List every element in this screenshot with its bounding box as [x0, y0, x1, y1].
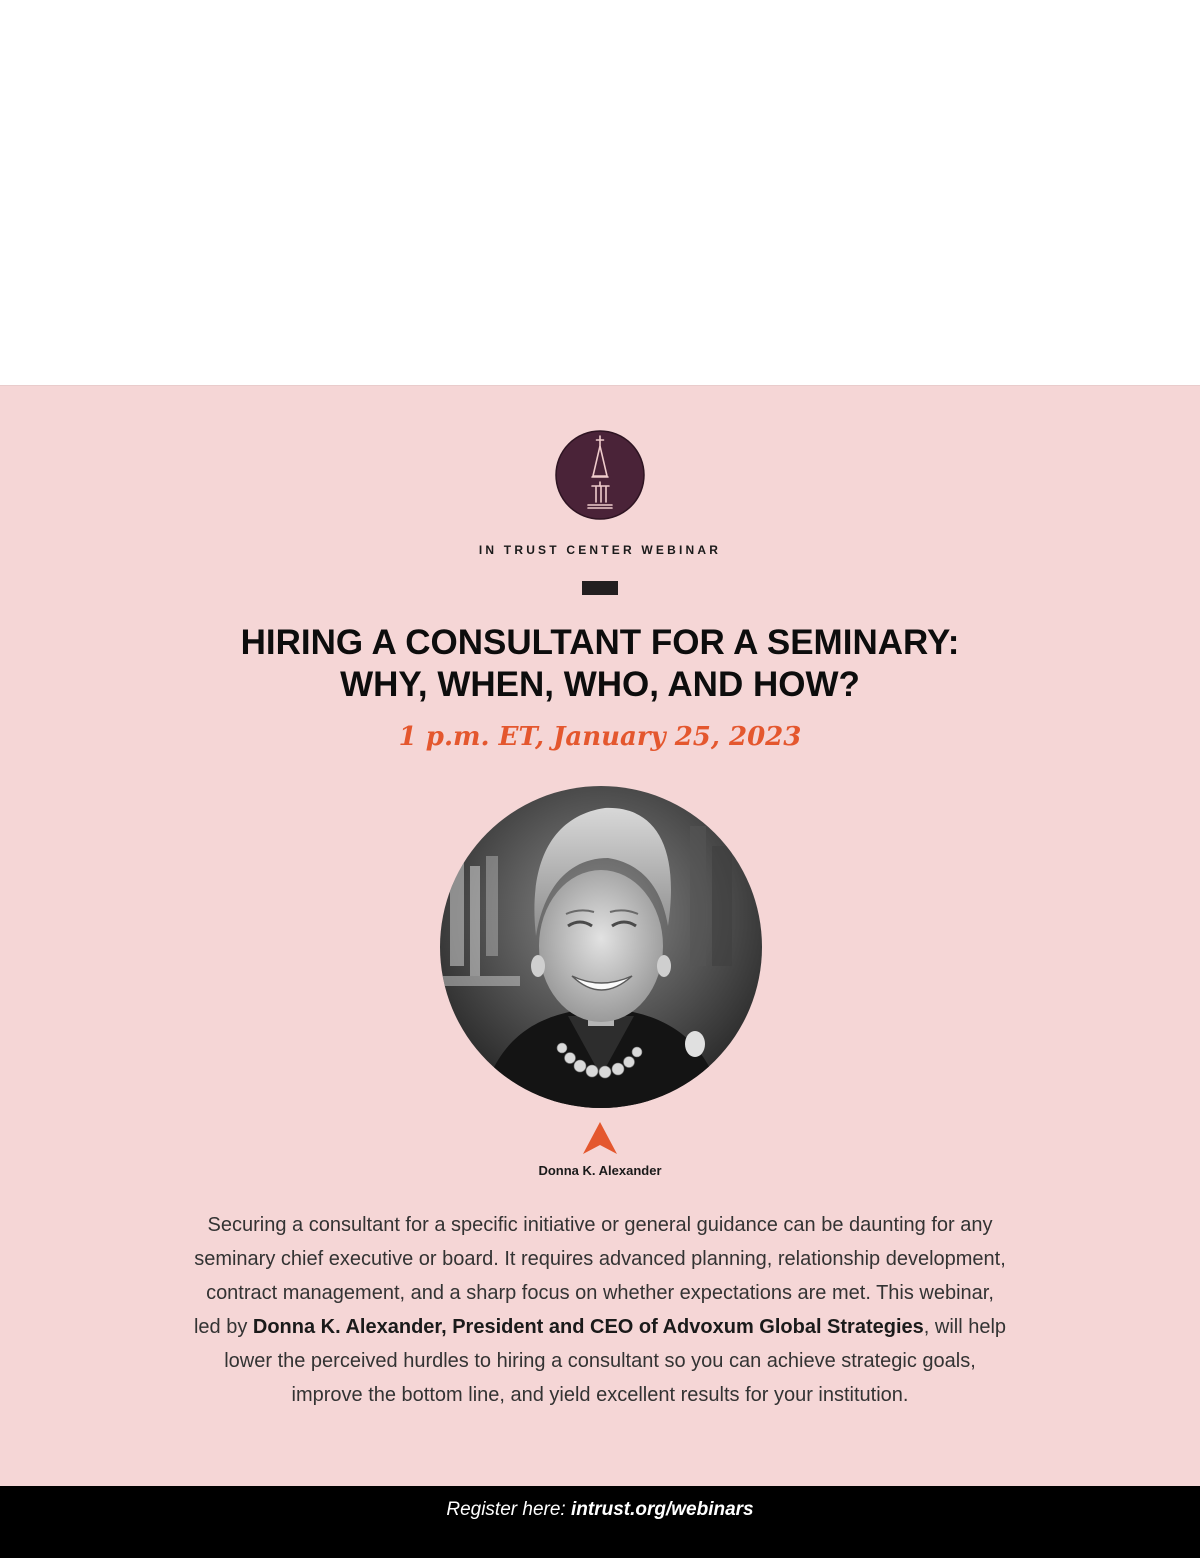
description-paragraph — [190, 1208, 1010, 1412]
footer-bar — [0, 1486, 1200, 1558]
description-text: Securing a consultant for a specific initiative or general guidance can be daunting for any seminary chief executive or board. It requires advanced planning, relationship development, contract management, and a sharp focus on whether expectations are met. This webinar, led by — [193, 1214, 1006, 1338]
blank-top-area — [0, 0, 1200, 385]
eyebrow-label: IN TRUST CENTER WEBINAR — [478, 543, 722, 557]
divider-bar — [582, 581, 618, 595]
event-date: 1 p.m. ET, January 25, 2023 — [398, 722, 802, 752]
description-text-end: , will help lower the perceived hurdles to hiring a consultant so you can achieve strategic goals, improve the bottom line, and yield excellent results for your institution. — [224, 1316, 1007, 1406]
title-line-2: WHY, WHEN, WHO, AND HOW? — [340, 665, 860, 704]
page-title — [100, 622, 1100, 706]
arrow-up-icon — [583, 1122, 617, 1154]
register-link[interactable]: intrust.org/webinars — [570, 1499, 754, 1520]
register-line — [0, 1499, 1200, 1521]
speaker-portrait — [440, 786, 762, 1108]
register-prefix: Register here: — [446, 1499, 571, 1520]
title-line-1: HIRING A CONSULTANT FOR A SEMINARY: — [240, 623, 960, 662]
speaker-name: Donna K. Alexander — [538, 1163, 662, 1178]
speaker-credit: Donna K. Alexander, President and CEO of Advoxum Global Strategies — [252, 1316, 924, 1338]
church-steeple-icon — [555, 430, 645, 520]
